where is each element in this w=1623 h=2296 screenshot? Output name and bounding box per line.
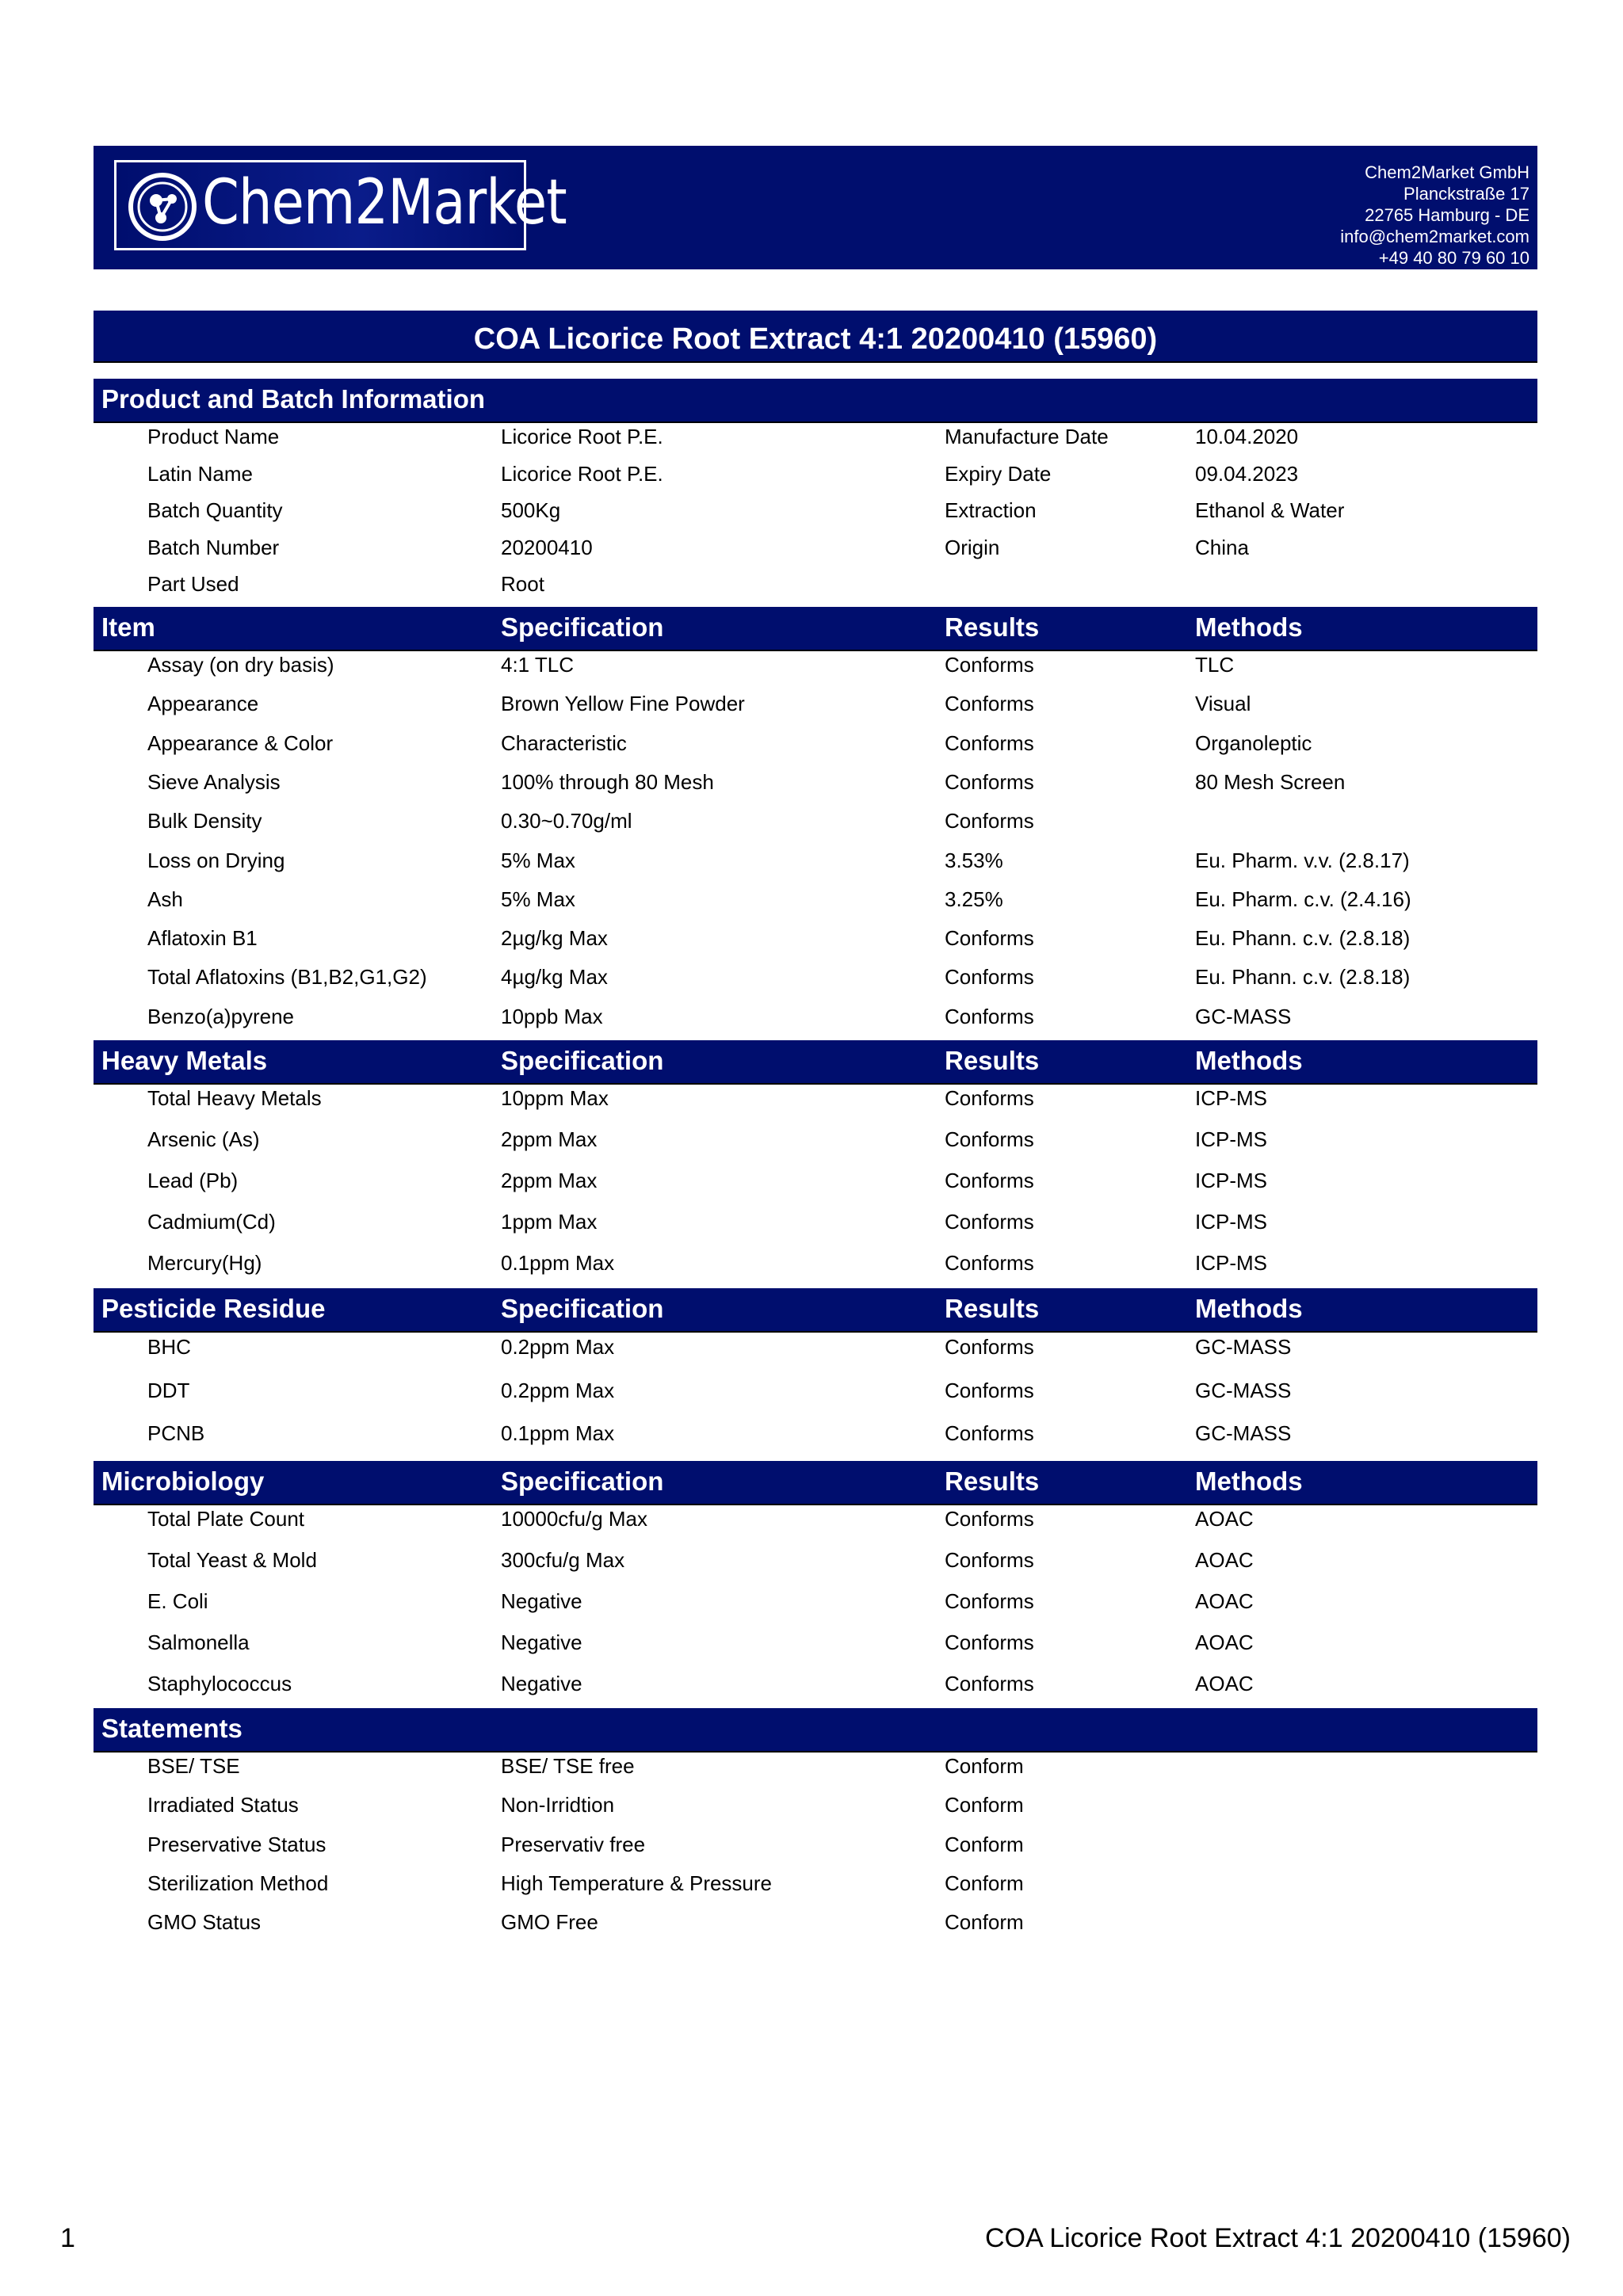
table-cell: Conforms [945, 1251, 1034, 1275]
table-cell: 0.30~0.70g/ml [501, 809, 632, 833]
table-row [0, 572, 1623, 604]
table-cell: Non-Irridtion [501, 1793, 615, 1817]
table-row [0, 887, 1623, 919]
table-cell: Expiry Date [945, 461, 1052, 486]
table-cell: 20200410 [501, 535, 593, 559]
table-cell: GMO Free [501, 1910, 598, 1935]
table-row [0, 1754, 1623, 1786]
table-cell: ICP-MS [1195, 1251, 1267, 1275]
table-cell: BHC [147, 1335, 191, 1359]
table-cell: Conforms [945, 1421, 1034, 1445]
column-header: Product and Batch Information [101, 384, 486, 414]
column-header: Methods [1195, 1046, 1303, 1075]
table-cell: 0.2ppm Max [501, 1378, 615, 1402]
logo-wordmark: Chem2Market [202, 167, 567, 238]
column-header: Specification [501, 1294, 664, 1323]
table-cell: Conforms [945, 926, 1034, 951]
column-header: Pesticide Residue [101, 1294, 326, 1323]
table-cell: Batch Number [147, 535, 280, 559]
table-cell: Conforms [945, 653, 1034, 677]
table-cell: 4µg/kg Max [501, 965, 608, 990]
table-cell: 300cfu/g Max [501, 1548, 625, 1572]
table-cell: Conforms [945, 769, 1034, 794]
table-cell: Eu. Pharm. v.v. (2.8.17) [1195, 848, 1410, 872]
table-cell: China [1195, 535, 1249, 559]
document-title: COA Licorice Root Extract 4:1 20200410 (15960) [94, 311, 1537, 363]
column-header: Results [945, 1046, 1040, 1075]
table-cell: Conform [945, 1793, 1024, 1817]
table-cell: Negative [501, 1630, 582, 1654]
table-cell: 0.1ppm Max [501, 1421, 615, 1445]
table-cell: 0.2ppm Max [501, 1335, 615, 1359]
column-header: Specification [501, 612, 664, 642]
table-row [0, 1127, 1623, 1159]
table-row [0, 1421, 1623, 1453]
table-cell: Conform [945, 1910, 1024, 1935]
table-cell: Lead (Pb) [147, 1169, 239, 1192]
table-cell: Sieve Analysis [147, 769, 281, 794]
column-header: Microbiology [101, 1466, 265, 1496]
column-header: Results [945, 612, 1040, 642]
table-row [0, 1210, 1623, 1241]
table-cell: Benzo(a)pyrene [147, 1004, 294, 1028]
table-row [0, 770, 1623, 802]
table-cell: Preservative Status [147, 1832, 327, 1856]
table-cell: Conforms [945, 1004, 1034, 1028]
table-cell: Conforms [945, 1169, 1034, 1192]
table-cell: TLC [1195, 653, 1235, 677]
table-cell: Assay (on dry basis) [147, 653, 334, 677]
table-cell: Conforms [945, 1210, 1034, 1234]
table-cell: High Temperature & Pressure [501, 1871, 773, 1895]
table-cell: ICP-MS [1195, 1169, 1267, 1192]
table-cell: Conforms [945, 1507, 1034, 1531]
table-cell: 10.04.2020 [1195, 425, 1299, 448]
column-header: Methods [1195, 1466, 1303, 1496]
table-row [0, 1169, 1623, 1200]
column-header: Specification [501, 1466, 664, 1496]
table-cell: Characteristic [501, 730, 627, 755]
table-cell: Total Heavy Metals [147, 1086, 322, 1110]
table-cell: Total Yeast & Mold [147, 1548, 317, 1572]
table-cell: 3.53% [945, 848, 1003, 872]
table-row [0, 809, 1623, 841]
table-cell: Conform [945, 1871, 1024, 1895]
table-cell: GC-MASS [1195, 1421, 1292, 1445]
table-cell: Aflatoxin B1 [147, 926, 258, 951]
table-cell: ICP-MS [1195, 1210, 1267, 1234]
table-row [0, 1793, 1623, 1825]
table-cell: 1ppm Max [501, 1210, 598, 1234]
table-row [0, 1833, 1623, 1864]
table-cell: Root [501, 572, 544, 596]
table-cell: Total Aflatoxins (B1,B2,G1,G2) [147, 965, 427, 990]
table-cell: Latin Name [147, 461, 253, 486]
table-cell: Conforms [945, 1335, 1034, 1359]
column-header: Results [945, 1466, 1040, 1496]
column-header: Methods [1195, 1294, 1303, 1323]
column-header: Methods [1195, 612, 1303, 642]
table-cell: Product Name [147, 425, 280, 448]
table-row [0, 1672, 1623, 1703]
table-cell: 10000cfu/g Max [501, 1507, 648, 1531]
table-cell: 09.04.2023 [1195, 461, 1299, 486]
table-cell: Ash [147, 887, 183, 911]
section-microbiology [94, 1461, 1537, 1505]
table-cell: Conforms [945, 1630, 1034, 1654]
table-cell: 3.25% [945, 887, 1003, 911]
table-cell: Conforms [945, 692, 1034, 716]
table-cell: Origin [945, 535, 1000, 559]
table-row [0, 731, 1623, 763]
column-header: Results [945, 1294, 1040, 1323]
table-cell: 500Kg [501, 498, 561, 522]
table-cell: Appearance [147, 692, 259, 716]
company-phone: +49 40 80 79 60 10 [1378, 248, 1529, 268]
table-cell: 100% through 80 Mesh [501, 769, 714, 794]
table-cell: AOAC [1195, 1630, 1254, 1654]
table-cell: Organoleptic [1195, 730, 1312, 755]
table-cell: GMO Status [147, 1910, 262, 1935]
table-cell: Salmonella [147, 1630, 250, 1654]
table-cell: 4:1 TLC [501, 653, 575, 677]
table-cell: Staphylococcus [147, 1672, 292, 1695]
table-row [0, 536, 1623, 567]
table-cell: 2ppm Max [501, 1169, 598, 1192]
table-row [0, 692, 1623, 723]
section-item [94, 607, 1537, 651]
table-cell: GC-MASS [1195, 1378, 1292, 1402]
table-cell: Total Plate Count [147, 1507, 305, 1531]
footer-title: COA Licorice Root Extract 4:1 20200410 (15960) [985, 2223, 1571, 2253]
table-cell: ICP-MS [1195, 1127, 1267, 1151]
section-pesticide-residue [94, 1288, 1537, 1333]
table-cell: Licorice Root P.E. [501, 425, 663, 448]
page-number: 1 [60, 2223, 75, 2253]
table-cell: AOAC [1195, 1507, 1254, 1531]
table-cell: Negative [501, 1672, 582, 1695]
table-cell: 10ppb Max [501, 1004, 603, 1028]
table-cell: E. Coli [147, 1589, 208, 1613]
table-cell: Loss on Drying [147, 848, 285, 872]
table-cell: 10ppm Max [501, 1086, 609, 1110]
table-cell: Batch Quantity [147, 498, 283, 522]
column-header: Heavy Metals [101, 1046, 268, 1075]
table-cell: Negative [501, 1589, 582, 1613]
table-row [0, 425, 1623, 456]
table-cell: Conform [945, 1754, 1024, 1778]
table-cell: Cadmium(Cd) [147, 1210, 276, 1234]
table-cell: Conforms [945, 965, 1034, 990]
table-cell: Conforms [945, 1086, 1034, 1110]
table-cell: Preservativ free [501, 1832, 646, 1856]
table-cell: Extraction [945, 498, 1037, 522]
table-cell: Conforms [945, 730, 1034, 755]
table-cell: Visual [1195, 692, 1251, 716]
table-cell: Conforms [945, 1672, 1034, 1695]
table-row [0, 1005, 1623, 1036]
table-cell: 2µg/kg Max [501, 926, 608, 951]
section-heavy-metals [94, 1040, 1537, 1085]
table-cell: Conform [945, 1832, 1024, 1856]
table-cell: Conforms [945, 1378, 1034, 1402]
table-row [0, 1871, 1623, 1903]
company-email: info@chem2market.com [1340, 227, 1529, 246]
table-cell: 5% Max [501, 848, 575, 872]
table-cell: Irradiated Status [147, 1793, 299, 1817]
table-cell: Manufacture Date [945, 425, 1109, 448]
table-cell: BSE/ TSE [147, 1754, 240, 1778]
table-cell: BSE/ TSE free [501, 1754, 635, 1778]
table-cell: Mercury(Hg) [147, 1251, 262, 1275]
table-cell: 80 Mesh Screen [1195, 769, 1346, 794]
table-cell: 0.1ppm Max [501, 1251, 615, 1275]
molecule-logo-icon [124, 169, 200, 245]
table-row [0, 849, 1623, 880]
letterhead [94, 146, 1537, 269]
table-cell: GC-MASS [1195, 1004, 1292, 1028]
company-city: 22765 Hamburg - DE [1365, 205, 1529, 225]
table-cell: Conforms [945, 1548, 1034, 1572]
table-row [0, 462, 1623, 494]
table-row [0, 653, 1623, 685]
table-row [0, 1910, 1623, 1942]
table-cell: Part Used [147, 572, 239, 596]
table-row [0, 926, 1623, 958]
table-cell: Licorice Root P.E. [501, 461, 663, 486]
table-cell: AOAC [1195, 1548, 1254, 1572]
table-row [0, 1548, 1623, 1580]
company-address [1340, 162, 1529, 269]
table-cell: Appearance & Color [147, 730, 334, 755]
column-header: Item [101, 612, 155, 642]
table-row [0, 1630, 1623, 1662]
table-cell: AOAC [1195, 1672, 1254, 1695]
company-street: Planckstraße 17 [1403, 184, 1529, 204]
table-row [0, 1251, 1623, 1283]
table-cell: Eu. Pharm. c.v. (2.4.16) [1195, 887, 1411, 911]
table-row [0, 1086, 1623, 1118]
table-cell: 2ppm Max [501, 1127, 598, 1151]
table-cell: Eu. Phann. c.v. (2.8.18) [1195, 926, 1411, 951]
table-cell: PCNB [147, 1421, 205, 1445]
table-cell: Brown Yellow Fine Powder [501, 692, 745, 716]
table-cell: 5% Max [501, 887, 575, 911]
table-row [0, 1507, 1623, 1539]
table-row [0, 965, 1623, 997]
table-cell: Eu. Phann. c.v. (2.8.18) [1195, 965, 1411, 990]
column-header: Specification [501, 1046, 664, 1075]
section-product-info [94, 379, 1537, 423]
table-cell: AOAC [1195, 1589, 1254, 1613]
table-cell: Arsenic (As) [147, 1127, 260, 1151]
table-cell: GC-MASS [1195, 1335, 1292, 1359]
column-header: Statements [101, 1714, 242, 1743]
table-cell: Sterilization Method [147, 1871, 329, 1895]
company-name: Chem2Market GmbH [1365, 162, 1529, 182]
table-row [0, 1589, 1623, 1621]
table-cell: Bulk Density [147, 809, 262, 833]
table-row [0, 498, 1623, 530]
table-row [0, 1335, 1623, 1367]
company-logo [114, 160, 567, 250]
table-cell: Conforms [945, 1589, 1034, 1613]
table-cell: Conforms [945, 809, 1034, 833]
table-cell: Ethanol & Water [1195, 498, 1345, 522]
table-cell: Conforms [945, 1127, 1034, 1151]
table-row [0, 1379, 1623, 1410]
table-cell: DDT [147, 1378, 190, 1402]
table-cell: ICP-MS [1195, 1086, 1267, 1110]
section-statements [94, 1708, 1537, 1753]
